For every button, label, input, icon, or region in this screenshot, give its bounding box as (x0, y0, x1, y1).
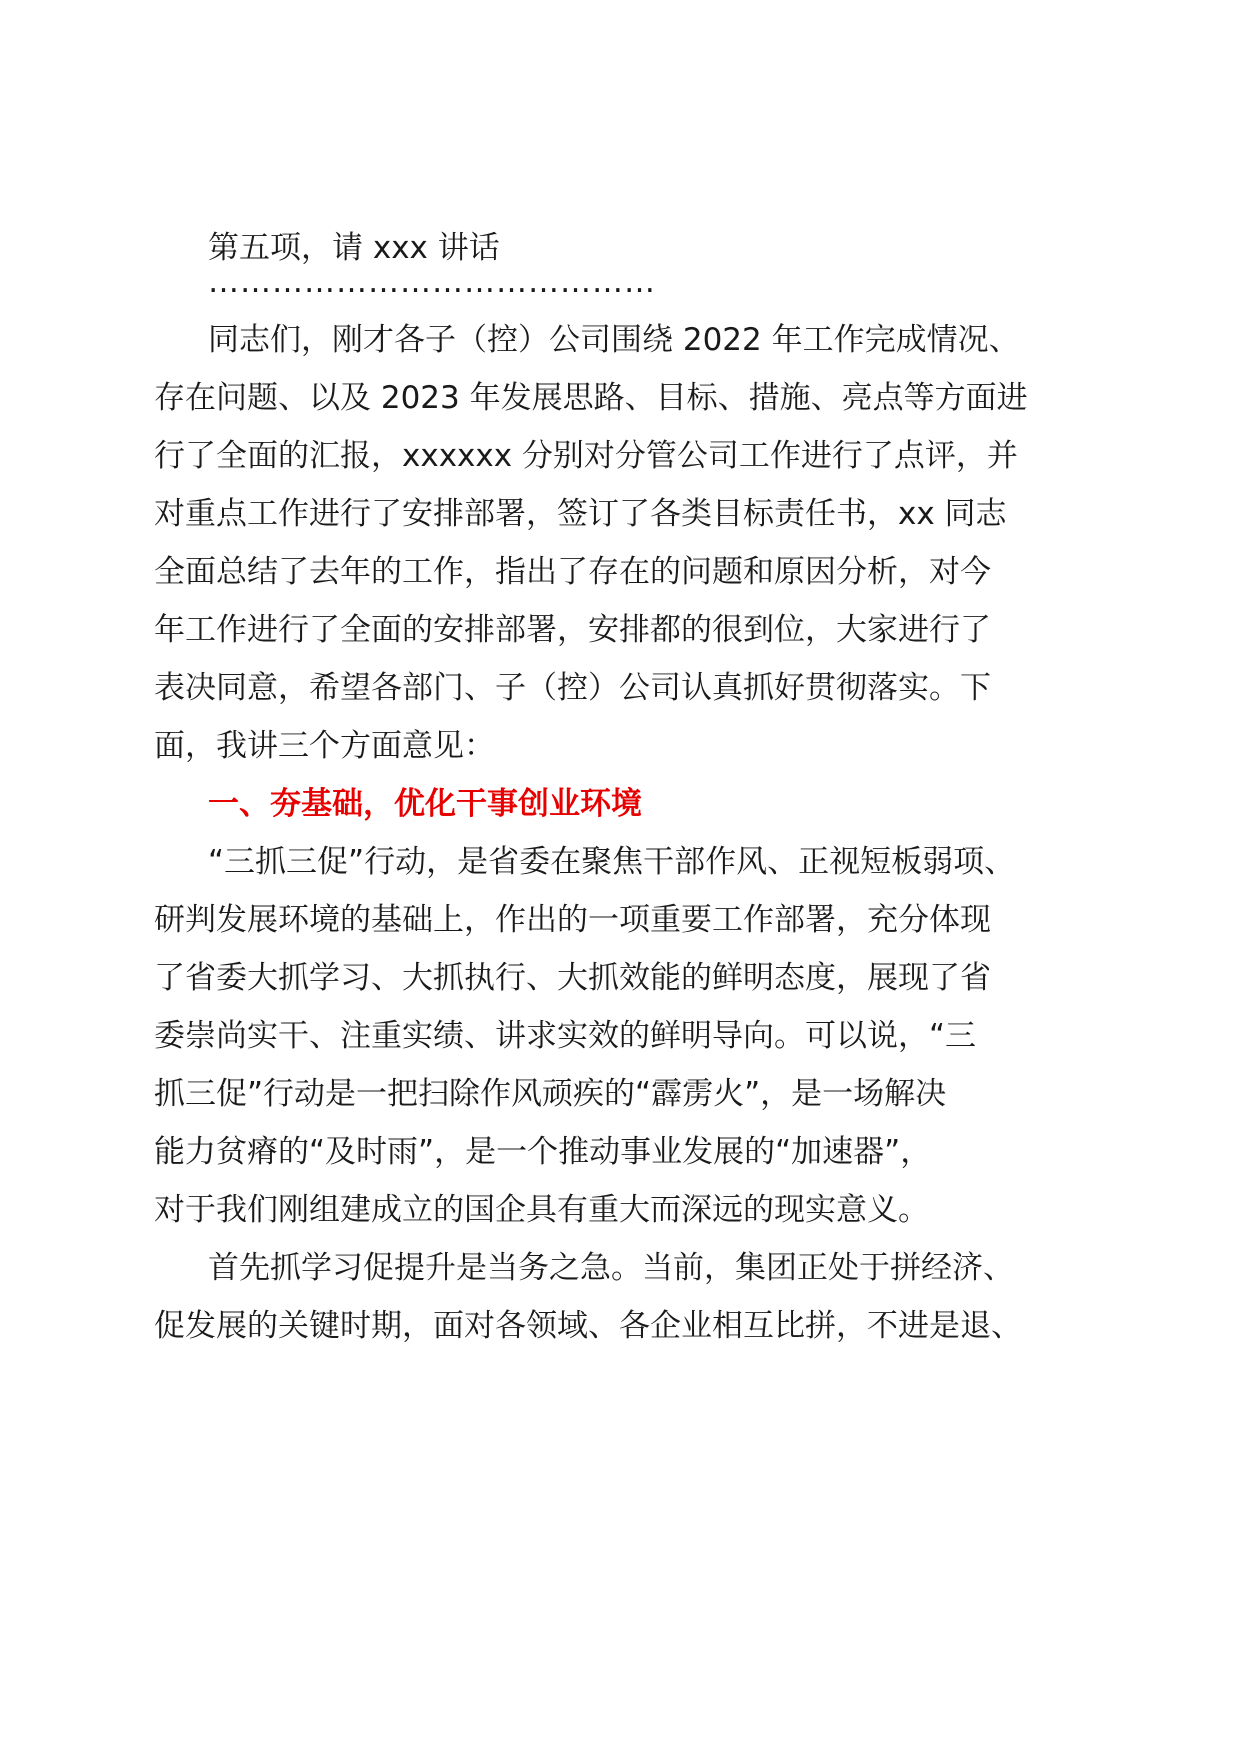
paragraph-line: 年工作进行了全面的安排部署，安排都的很到位，大家进行了 (154, 612, 991, 648)
paragraph-line: 对重点工作进行了安排部署，签订了各类目标责任书，xx 同志 (154, 496, 1007, 532)
paragraph-line: 首先抓学习促提升是当务之急。当前，集团正处于拼经济、 (208, 1250, 1014, 1286)
agenda-item: 第五项，请 xxx 讲话 (208, 230, 500, 266)
section-heading: 一、夯基础，优化干事创业环境 (208, 786, 642, 822)
paragraph-line: 存在问题、以及 2023 年发展思路、目标、措施、亮点等方面进 (154, 380, 1028, 416)
paragraph-line: 研判发展环境的基础上，作出的一项重要工作部署，充分体现 (154, 902, 991, 938)
paragraph-line: 委崇尚实干、注重实绩、讲求实效的鲜明导向。可以说，“三 (154, 1018, 977, 1054)
paragraph-line: 全面总结了去年的工作，指出了存在的问题和原因分析，对今 (154, 554, 991, 590)
paragraph-line: 同志们，刚才各子（控）公司围绕 2022 年工作完成情况、 (208, 322, 1020, 358)
paragraph-line: “三抓三促”行动，是省委在聚焦干部作风、正视短板弱项、 (208, 844, 1016, 880)
paragraph-line: 了省委大抓学习、大抓执行、大抓效能的鲜明态度，展现了省 (154, 960, 991, 996)
paragraph-line: 对于我们刚组建成立的国企具有重大而深远的现实意义。 (154, 1192, 929, 1228)
paragraph-line: 行了全面的汇报，xxxxxx 分别对分管公司工作进行了点评，并 (154, 438, 1018, 474)
paragraph-line: 促发展的关键时期，面对各领域、各企业相互比拼，不进是退、 (154, 1308, 1022, 1344)
paragraph-line: 抓三促”行动是一把扫除作风顽疾的“霹雳火”，是一场解决 (154, 1076, 947, 1112)
ellipsis-separator: …………………………………… (208, 264, 656, 300)
paragraph-line: 能力贫瘠的“及时雨”，是一个推动事业发展的“加速器”， (154, 1134, 932, 1170)
paragraph-line: 表决同意，希望各部门、子（控）公司认真抓好贯彻落实。下 (154, 670, 991, 706)
paragraph-line: 面，我讲三个方面意见： (154, 728, 495, 764)
